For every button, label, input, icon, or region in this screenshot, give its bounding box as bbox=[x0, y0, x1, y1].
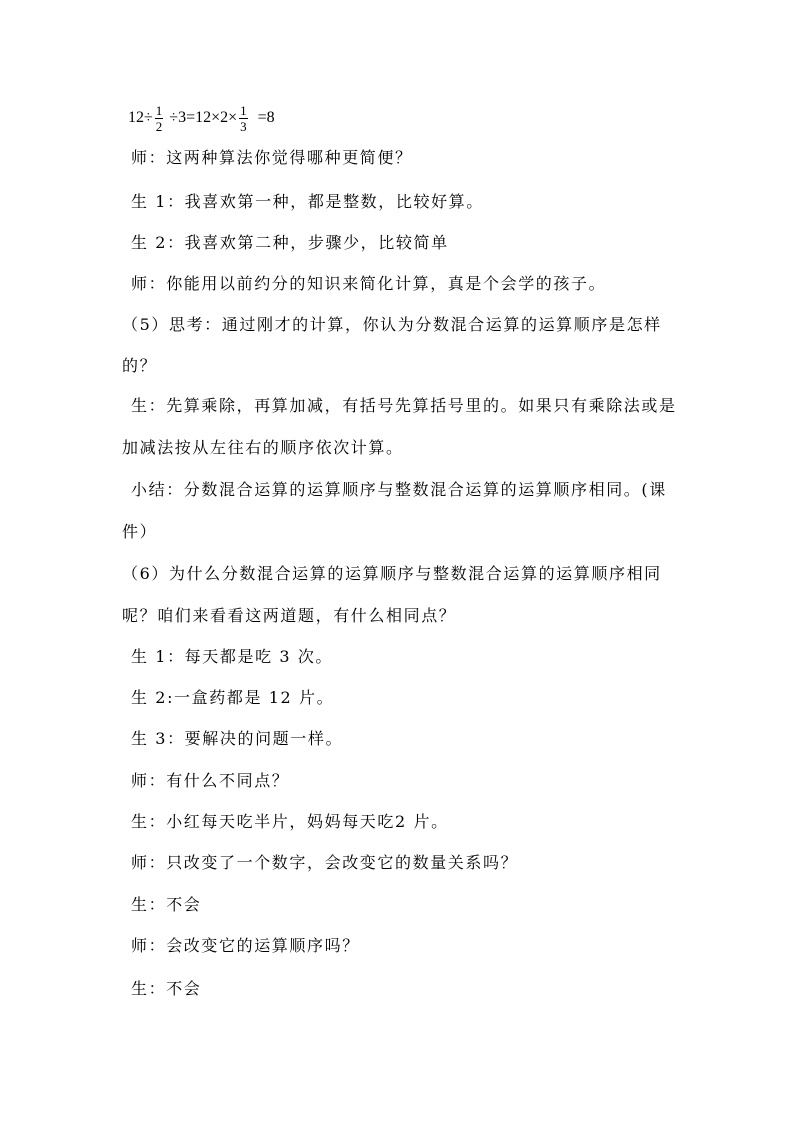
text-line: 小结：分数混合运算的运算顺序与整数混合运算的运算顺序相同。(课 bbox=[131, 480, 667, 499]
formula-line bbox=[128, 96, 275, 140]
text-line: 生 1：每天都是吃 3 次。 bbox=[131, 647, 334, 666]
formula-part-2: ÷3=12×2× bbox=[165, 109, 238, 126]
text-line: 师：你能用以前约分的知识来简化计算，真是个会学的孩子。 bbox=[131, 274, 607, 293]
text-line: 生：小红每天吃半片，妈妈每天吃2 片。 bbox=[131, 812, 449, 831]
text-line: （6）为什么分数混合运算的运算顺序与整数混合运算的运算顺序相同 bbox=[122, 564, 662, 583]
text-line: 生：不会 bbox=[131, 979, 202, 998]
text-line: 师：只改变了一个数字，会改变它的数量关系吗？ bbox=[131, 853, 519, 872]
text-line: 生 2：我喜欢第二种，步骤少，比较简单 bbox=[131, 233, 449, 252]
text-line: 加减法按从左往右的顺序依次计算。 bbox=[122, 438, 404, 457]
text-line: 生：先算乘除，再算加减，有括号先算括号里的。如果只有乘除法或是 bbox=[131, 396, 677, 415]
text-line: 师：会改变它的运算顺序吗？ bbox=[131, 936, 360, 955]
text-line: 师：这两种算法你觉得哪种更简便？ bbox=[131, 148, 413, 167]
text-line: 生 3：要解决的问题一样。 bbox=[131, 729, 344, 748]
text-line: 生 1：我喜欢第一种，都是整数，比较好算。 bbox=[131, 192, 484, 211]
text-line: 的？ bbox=[122, 356, 158, 375]
text-line: 生 2:一盒药都是 12 片。 bbox=[131, 688, 335, 707]
formula-part-1: 12÷ bbox=[128, 109, 153, 126]
text-line: 生：不会 bbox=[131, 895, 202, 914]
formula-part-3: =8 bbox=[249, 109, 275, 126]
fraction-denominator: 2 bbox=[155, 118, 163, 134]
text-line: 师：有什么不同点？ bbox=[131, 771, 290, 790]
text-line: （5）思考：通过刚才的计算，你认为分数混合运算的运算顺序是怎样 bbox=[122, 315, 662, 334]
fraction-numerator: 1 bbox=[240, 102, 247, 118]
text-line: 呢？咱们来看看这两道题，有什么相同点？ bbox=[122, 606, 457, 625]
fraction-one-half bbox=[155, 103, 164, 134]
fraction-numerator: 1 bbox=[155, 102, 163, 118]
fraction-denominator: 3 bbox=[240, 118, 247, 134]
text-line: 件） bbox=[122, 522, 158, 541]
fraction-one-third bbox=[239, 103, 248, 134]
